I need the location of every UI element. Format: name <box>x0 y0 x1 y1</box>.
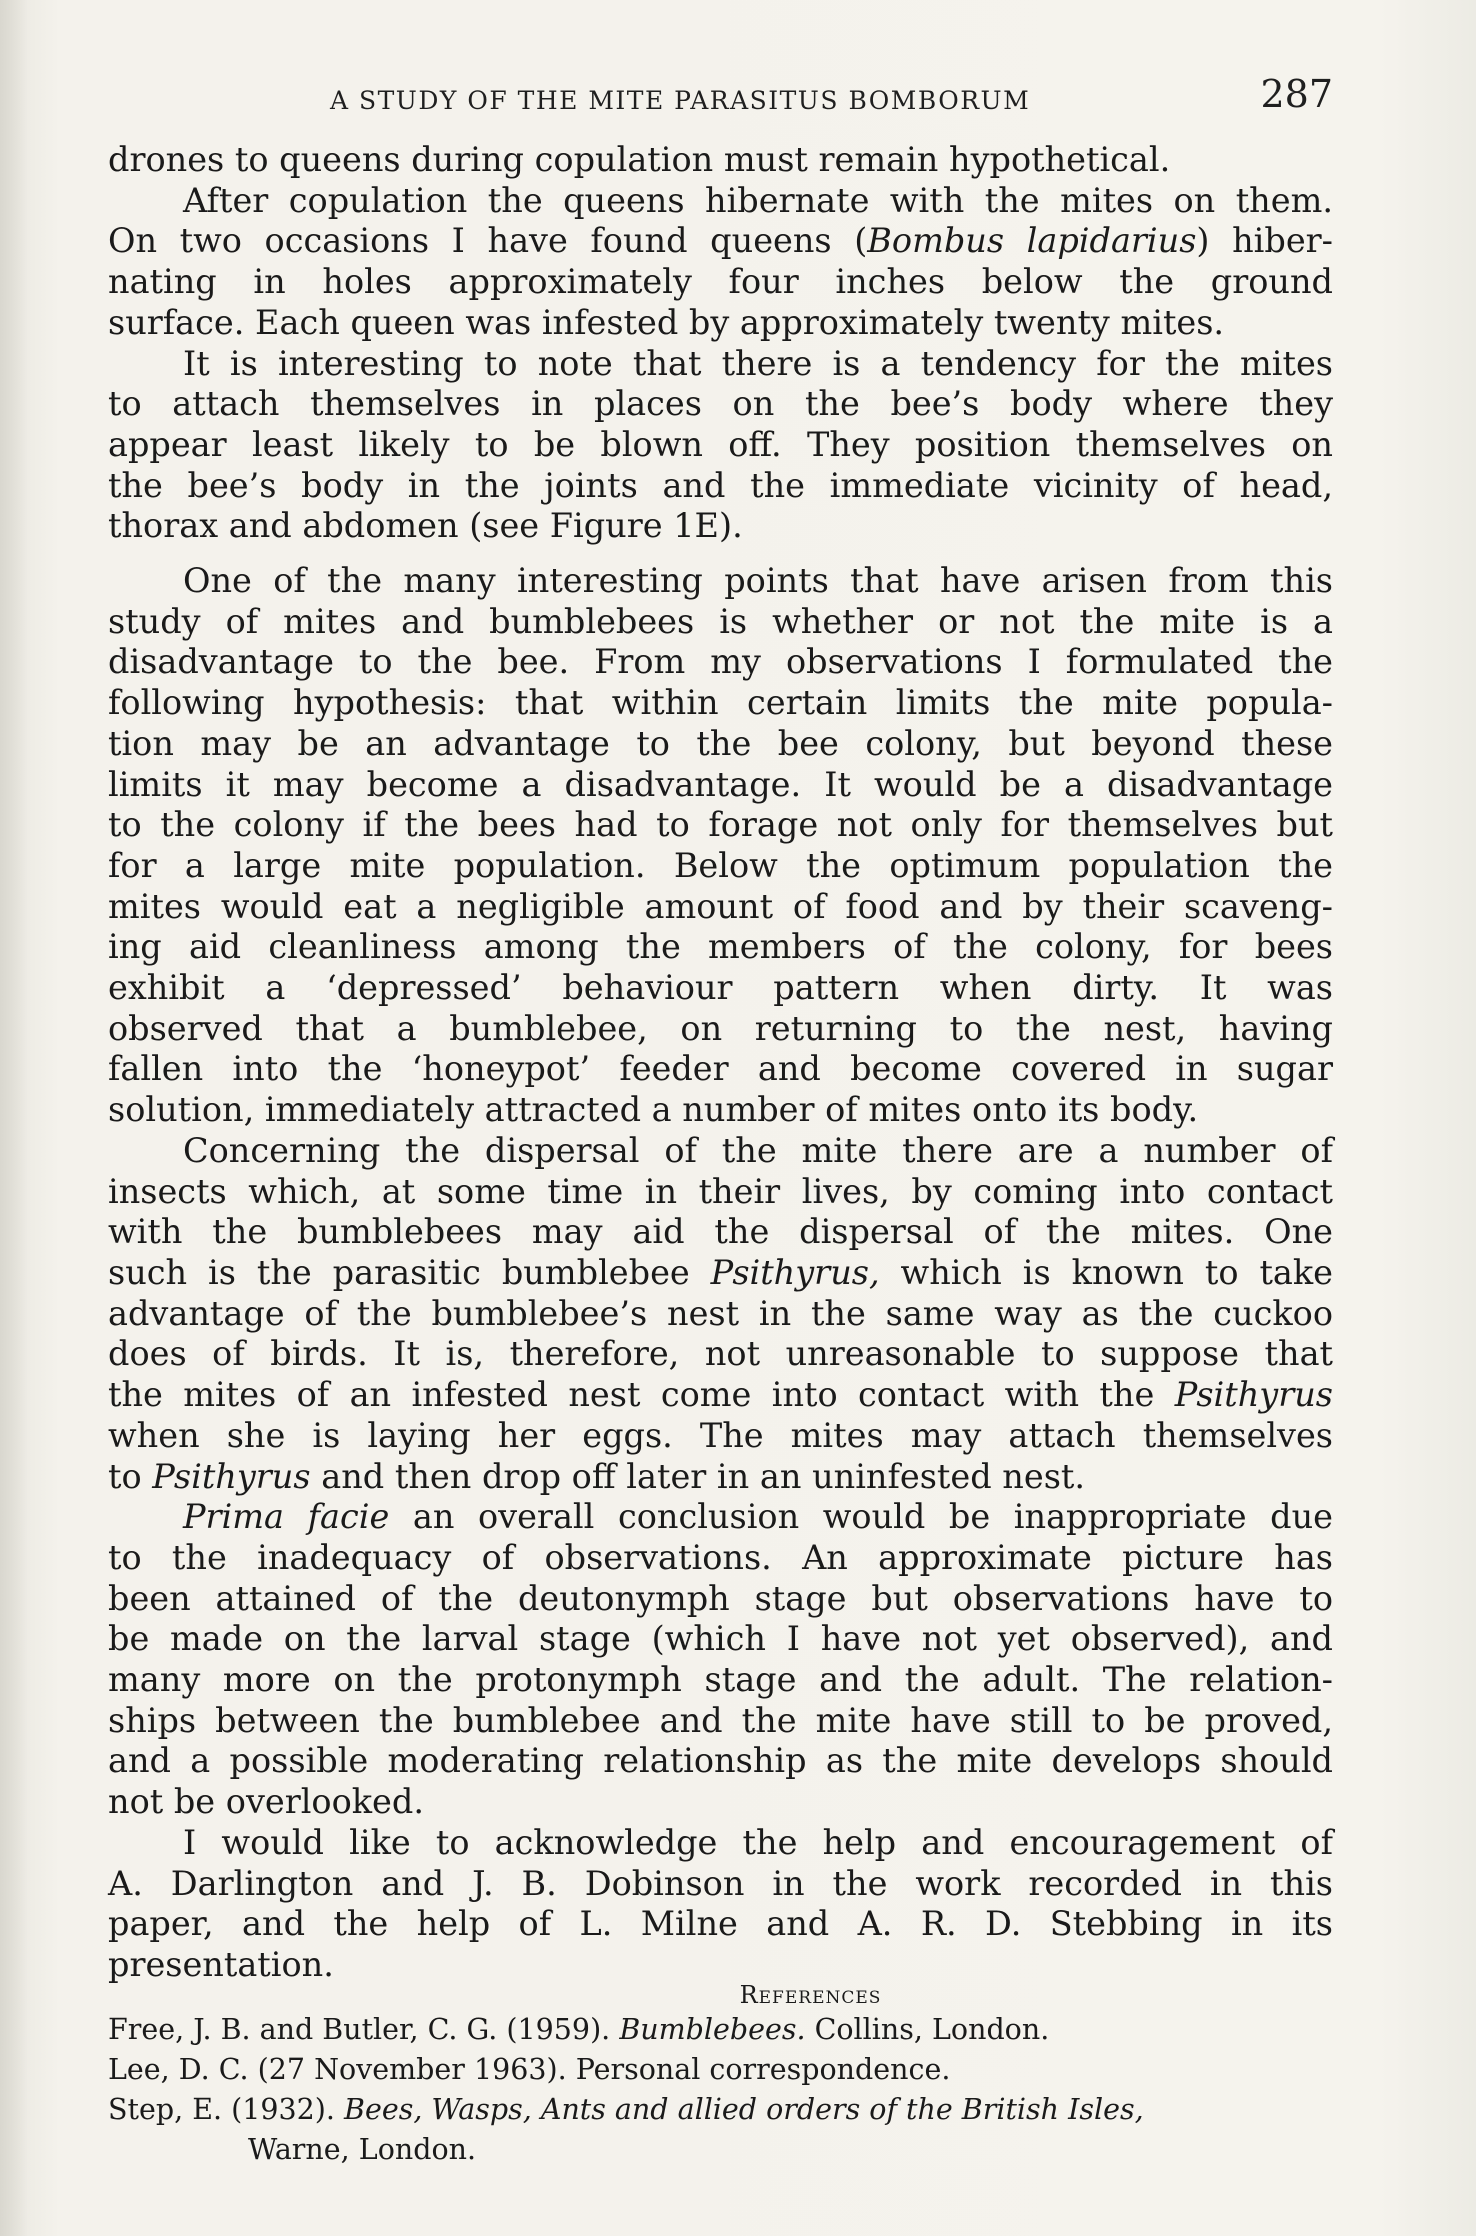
reference-item: Lee, D. C. (27 November 1963). Personal correspondence. <box>108 2052 951 2086</box>
reference-item: Step, E. (1932). Bees, Wasps, Ants and allied orders of the British Isles, <box>108 2092 1144 2126</box>
text-line: to Psithyrus and then drop off later in an uninfested nest. <box>108 1456 1086 1496</box>
text-line: not be overlooked. <box>108 1782 424 1822</box>
text-line: I would like to acknowledge the help and encouragement of <box>183 1822 1333 1862</box>
text-line: solution, immediately attracted a number of mites onto its body. <box>108 1090 1199 1130</box>
text-line: thorax and abdomen (see Figure 1E). <box>108 506 743 546</box>
text-line: insects which, at some time in their lives, by coming into contact <box>108 1171 1333 1211</box>
text-line: appear least likely to be blown off. They position themselves on <box>108 424 1333 464</box>
text-line: study of mites and bumblebees is whether or not the mite is a <box>108 601 1333 641</box>
text-line: many more on the protonymph stage and the adult. The relation- <box>108 1660 1333 1700</box>
text-line: with the bumblebees may aid the dispersal of the mites. One <box>108 1212 1333 1252</box>
genus-name: Psithyrus, <box>710 1252 880 1292</box>
text-line: when she is laying her eggs. The mites may attach themselves <box>108 1415 1333 1455</box>
text-line: fallen into the ‘honeypot’ feeder and become covered in sugar <box>108 1049 1333 1089</box>
text-line: disadvantage to the bee. From my observations I formulated the <box>108 642 1333 682</box>
reference-item-continuation: Warne, London. <box>248 2132 477 2166</box>
text-line: to the inadequacy of observations. An approximate picture has <box>108 1537 1333 1577</box>
text-line: following hypothesis: that within certain limits the mite popula- <box>108 683 1333 723</box>
text-line: It is interesting to note that there is a tendency for the mites <box>183 343 1333 383</box>
page-edge-shadow <box>0 0 28 2236</box>
text-line: observed that a bumblebee, on returning to the nest, having <box>108 1008 1333 1048</box>
text-line: the mites of an infested nest come into contact with the Psithyrus <box>108 1375 1333 1415</box>
text-line: Concerning the dispersal of the mite there are a number of <box>183 1130 1333 1170</box>
reference-title: Bumblebees. <box>619 2012 806 2046</box>
reference-title: Bees, Wasps, Ants and allied orders of the British Isles, <box>344 2092 1144 2126</box>
text-line: ships between the bumblebee and the mite have still to be proved, <box>108 1700 1333 1740</box>
text-line: paper, and the help of L. Milne and A. R. D. Stebbing in its <box>108 1904 1333 1944</box>
text-line: After copulation the queens hibernate with the mites on them. <box>183 180 1333 220</box>
text-line: such is the parasitic bumblebee Psithyrus, which is known to take <box>108 1252 1333 1292</box>
running-title: A STUDY OF THE MITE PARASITUS BOMBORUM <box>330 86 1031 115</box>
text-line: A. Darlington and J. B. Dobinson in the work recorded in this <box>108 1863 1333 1903</box>
species-name: Bombus lapidarius <box>867 221 1197 261</box>
text-line: been attained of the deutonymph stage but observations have to <box>108 1578 1333 1618</box>
text-line: On two occasions I have found queens (Bombus lapidarius) hiber- <box>108 221 1333 261</box>
genus-name: Psithyrus <box>152 1456 311 1496</box>
text-line: to the colony if the bees had to forage not only for themselves but <box>108 805 1333 845</box>
references-heading: References <box>739 1980 882 2009</box>
text-line: Prima facie an overall conclusion would be inappropriate due <box>183 1497 1333 1537</box>
text-line: limits it may become a disadvantage. It would be a disadvantage <box>108 764 1333 804</box>
text-line: One of the many interesting points that have arisen from this <box>183 561 1333 601</box>
text-line: drones to queens during copulation must remain hypothetical. <box>108 140 1171 179</box>
text-line: exhibit a ‘depressed’ behaviour pattern when dirty. It was <box>108 968 1333 1008</box>
text-line: nating in holes approximately four inches below the ground <box>108 262 1333 302</box>
body-text <box>108 140 1333 2170</box>
text-line: and a possible moderating relationship as the mite develops should <box>108 1741 1333 1781</box>
text-line: presentation. <box>108 1944 334 1984</box>
reference-item: Free, J. B. and Butler, C. G. (1959). Bumblebees. Collins, London. <box>108 2012 1050 2046</box>
text-line: mites would eat a negligible amount of food and by their scaveng- <box>108 886 1333 926</box>
text-line: ing aid cleanliness among the members of the colony, for bees <box>108 927 1333 967</box>
page-header <box>108 72 1333 132</box>
text-line: to attach themselves in places on the bee’s body where they <box>108 384 1333 424</box>
text-line: tion may be an advantage to the bee colony, but beyond these <box>108 723 1333 763</box>
text-line: be made on the larval stage (which I have not yet observed), and <box>108 1619 1333 1659</box>
text-line: surface. Each queen was infested by approximately twenty mites. <box>108 302 1225 342</box>
text-line: the bee’s body in the joints and the immediate vicinity of head, <box>108 465 1333 505</box>
text-line: does of birds. It is, therefore, not unreasonable to suppose that <box>108 1334 1333 1374</box>
page-number: 287 <box>1260 72 1333 116</box>
references-list <box>108 2010 1333 2170</box>
genus-name: Psithyrus <box>1174 1375 1333 1415</box>
text-line: for a large mite population. Below the optimum population the <box>108 845 1333 885</box>
text-line: advantage of the bumblebee’s nest in the same way as the cuckoo <box>108 1293 1333 1333</box>
latin-phrase: Prima facie <box>183 1497 390 1537</box>
